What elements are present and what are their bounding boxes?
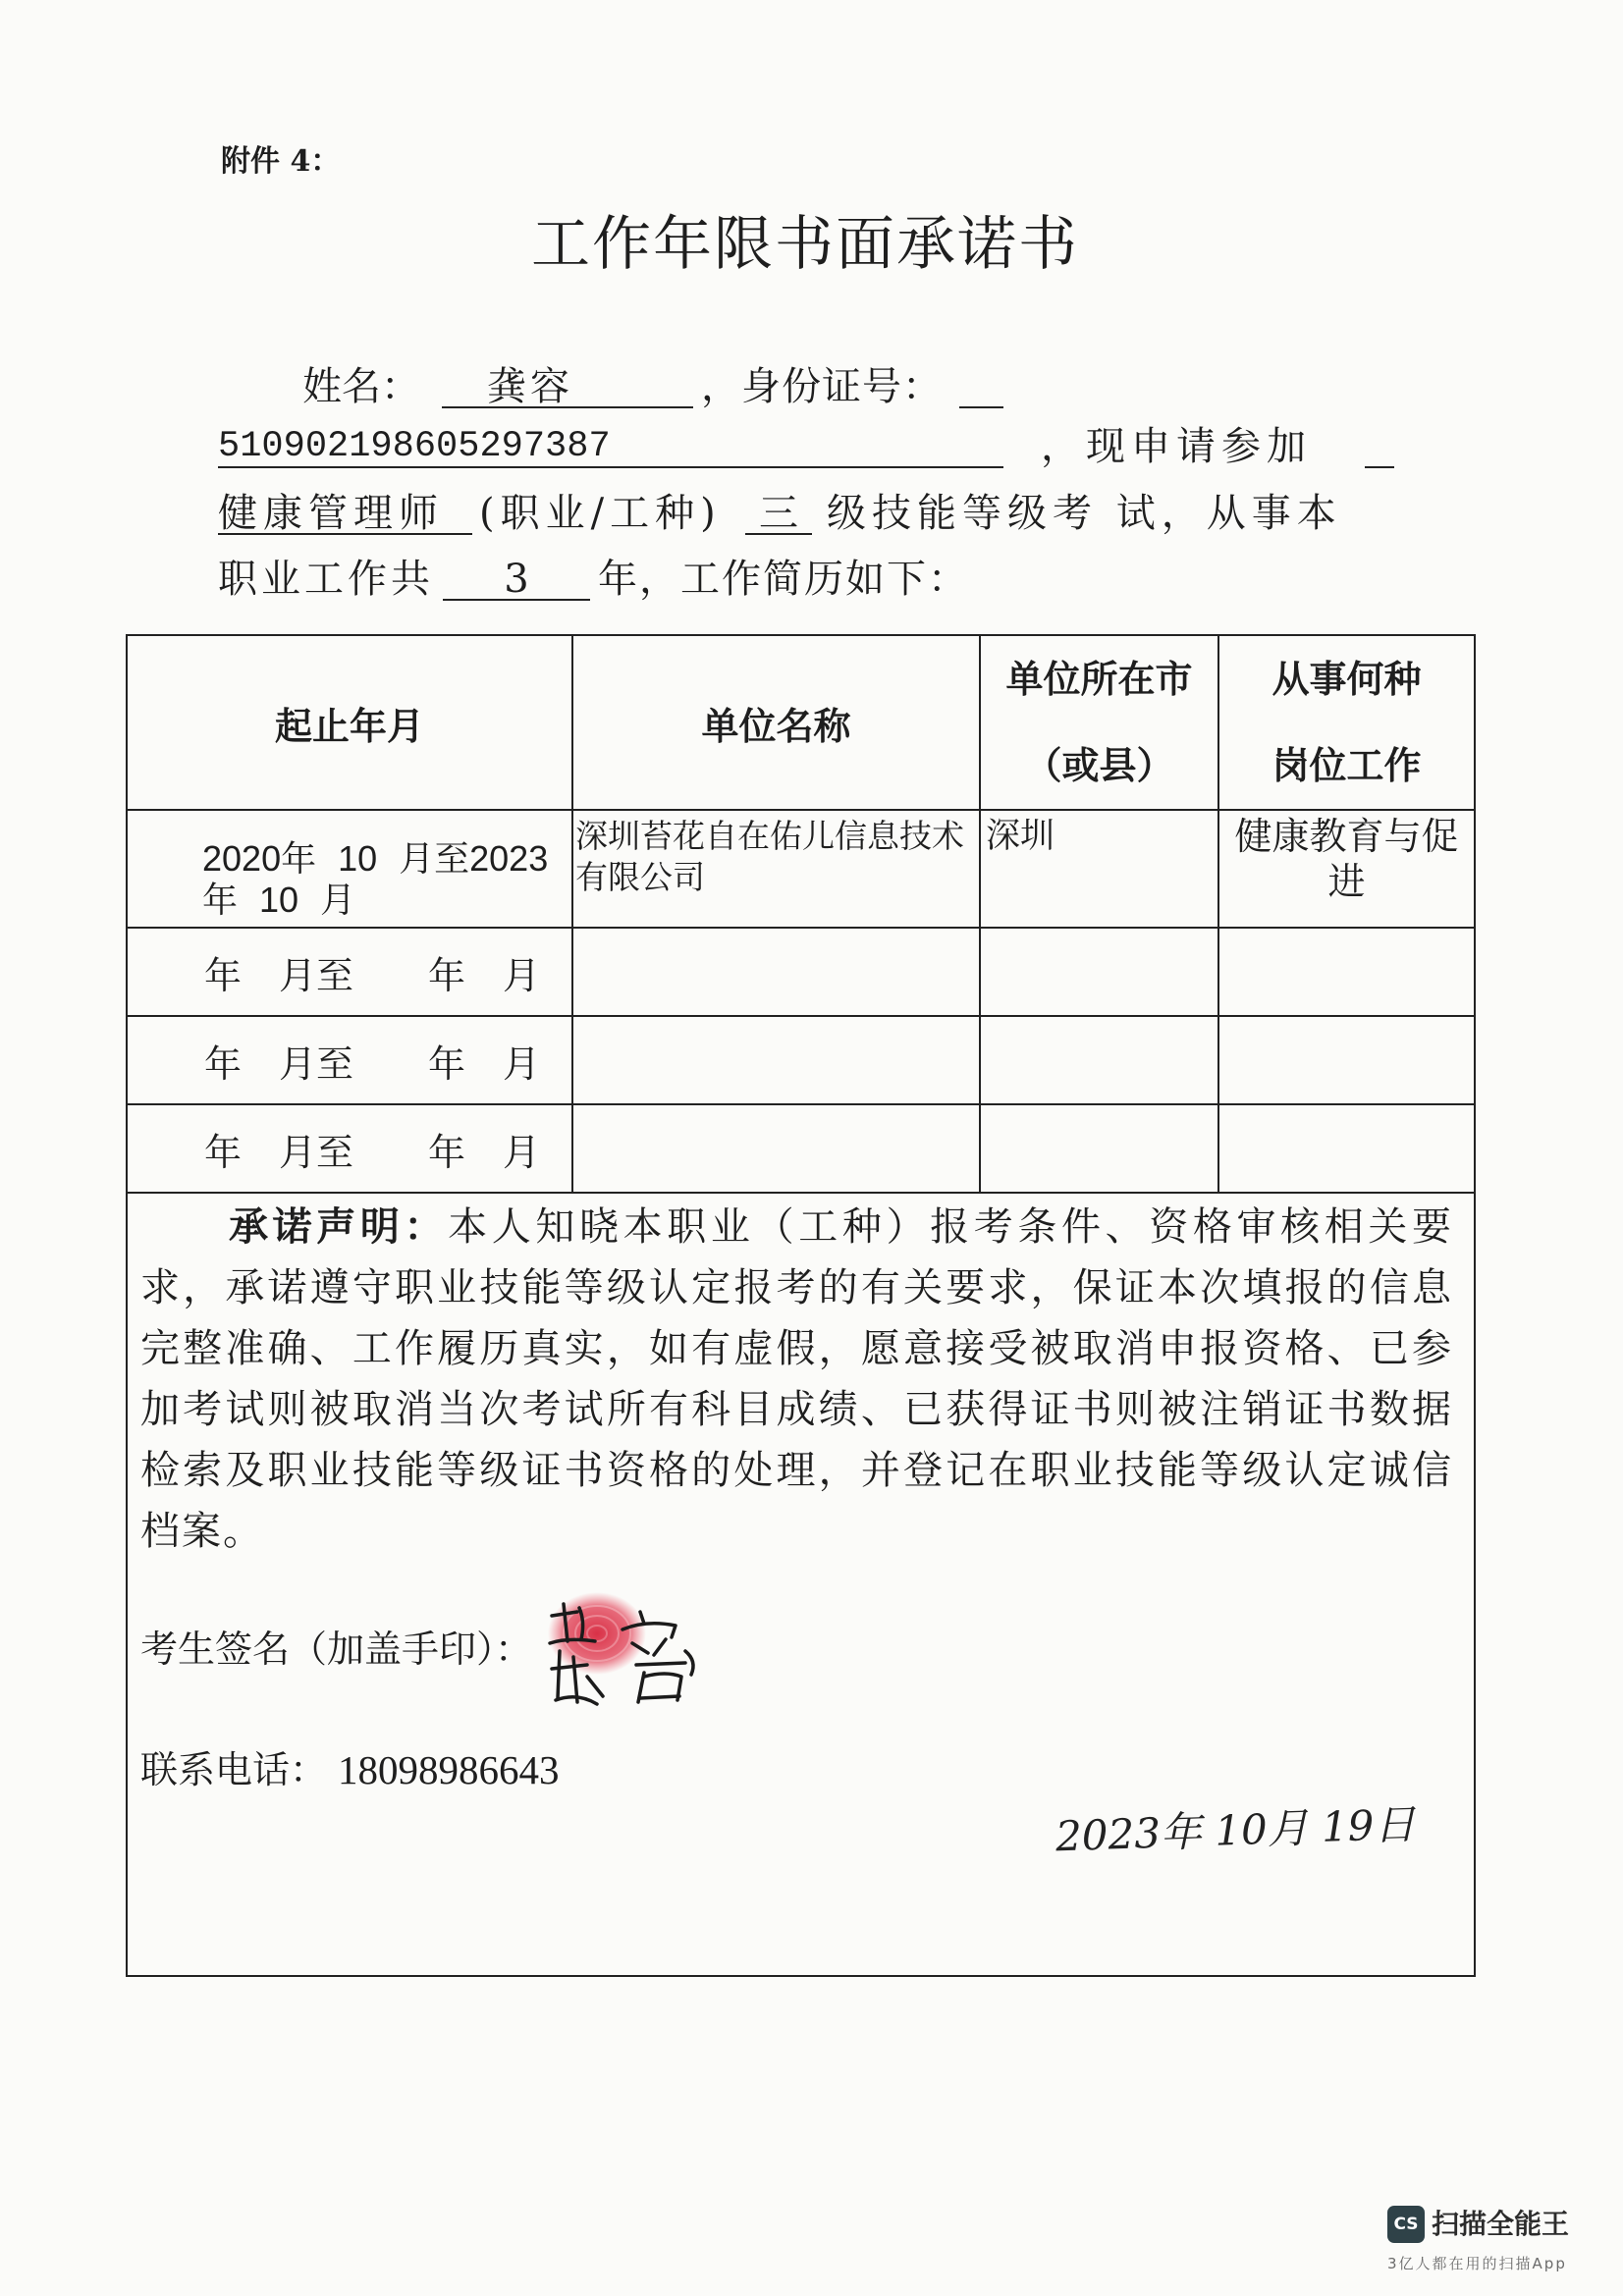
row3-city — [986, 1017, 1212, 1103]
row2-period: 年 月至 年 月 — [204, 953, 541, 997]
row3-company — [575, 1017, 973, 1103]
row4-period: 年 月至 年 月 — [204, 1130, 541, 1174]
years-prefix: 职业工作共 — [218, 557, 434, 602]
header-period — [128, 636, 571, 809]
row2-position — [1221, 929, 1472, 1015]
id-number-field: 510902198605297387 — [218, 425, 1003, 468]
row1-position: 健康教育与促进 — [1234, 815, 1459, 903]
row3-position — [1221, 1017, 1472, 1103]
level-field: 三 — [745, 492, 812, 535]
signature-fingerprint — [538, 1582, 710, 1725]
declaration-line-1 — [140, 1197, 1453, 1257]
name-field: 龚容 — [442, 365, 693, 408]
row3-period: 年 月至 年 月 — [204, 1041, 541, 1086]
header-city-line2: （或县） — [1024, 744, 1174, 787]
declaration-label: 承诺声明： — [229, 1203, 449, 1250]
header-position-line1: 从事何种 — [1271, 658, 1422, 701]
header-city-line1: 单位所在市 — [1005, 658, 1193, 701]
declaration-line-6: 档案。 — [140, 1509, 264, 1554]
header-position — [1219, 636, 1474, 809]
watermark-brand: 扫描全能王 — [1432, 2208, 1570, 2240]
declaration-line-3: 完整准确、工作履历真实，如有虚假，愿意接受被取消申报资格、已参 — [140, 1326, 1453, 1371]
row1-period: 2020年 10 月至2023 年 10 月 — [202, 838, 549, 920]
header-company-label: 单位名称 — [701, 704, 851, 748]
name-label: 姓名： — [302, 364, 420, 409]
row4-position — [1221, 1105, 1472, 1192]
row4-city — [986, 1105, 1212, 1192]
header-position-line2: 岗位工作 — [1271, 744, 1422, 787]
table-hline — [128, 1192, 1474, 1194]
phone-number: 18098986643 — [338, 1747, 560, 1792]
handwritten-date: 2023年 10月 19日 — [1055, 1799, 1417, 1861]
header-period-label: 起止年月 — [274, 704, 424, 748]
declaration-line-4: 加考试则被取消当次考试所有科目成绩、已获得证书则被注销证书数据 — [140, 1387, 1453, 1432]
apply-blank-underline — [1365, 425, 1394, 468]
years-field: 3 — [443, 558, 590, 601]
row2-city — [986, 929, 1212, 1015]
attachment-label: 附件 4： — [221, 144, 341, 179]
watermark-tagline: 3亿人都在用的扫描App — [1387, 2255, 1567, 2272]
years-suffix: 年，工作简历如下： — [598, 557, 969, 602]
row1-city: 深圳 — [986, 817, 1055, 856]
declaration-text: 本人知晓本职业（工种）报考条件、资格审核相关要 — [448, 1204, 1454, 1250]
signature-label: 考生签名（加盖手印）： — [140, 1628, 533, 1671]
apply-label: ，现申请参加 — [1041, 424, 1312, 469]
declaration-line-5: 检索及职业技能等级证书资格的处理，并登记在职业技能等级认定诚信 — [140, 1448, 1453, 1493]
level-suffix: 级技能等级考 试，从事本 — [827, 491, 1342, 536]
id-label: ，身份证号： — [701, 364, 943, 409]
logo-text: CS — [1393, 2215, 1419, 2234]
document-title: 工作年限书面承诺书 — [531, 210, 1079, 279]
camscanner-logo — [1387, 2206, 1425, 2243]
header-company — [573, 636, 979, 809]
row1-company: 深圳苔花自在佑儿信息技术有限公司 — [575, 817, 964, 896]
row4-company — [575, 1105, 973, 1192]
occupation-field: 健康管理师 — [218, 492, 472, 535]
id-blank-underline — [959, 365, 1003, 408]
row2-company — [575, 929, 973, 1015]
header-city — [981, 636, 1217, 809]
occupation-suffix: (职业/工种) — [479, 491, 722, 536]
table-hline — [128, 809, 1474, 811]
declaration-line-2: 求，承诺遵守职业技能等级认定报考的有关要求，保证本次填报的信息 — [140, 1265, 1453, 1310]
phone-label: 联系电话： — [140, 1748, 328, 1791]
